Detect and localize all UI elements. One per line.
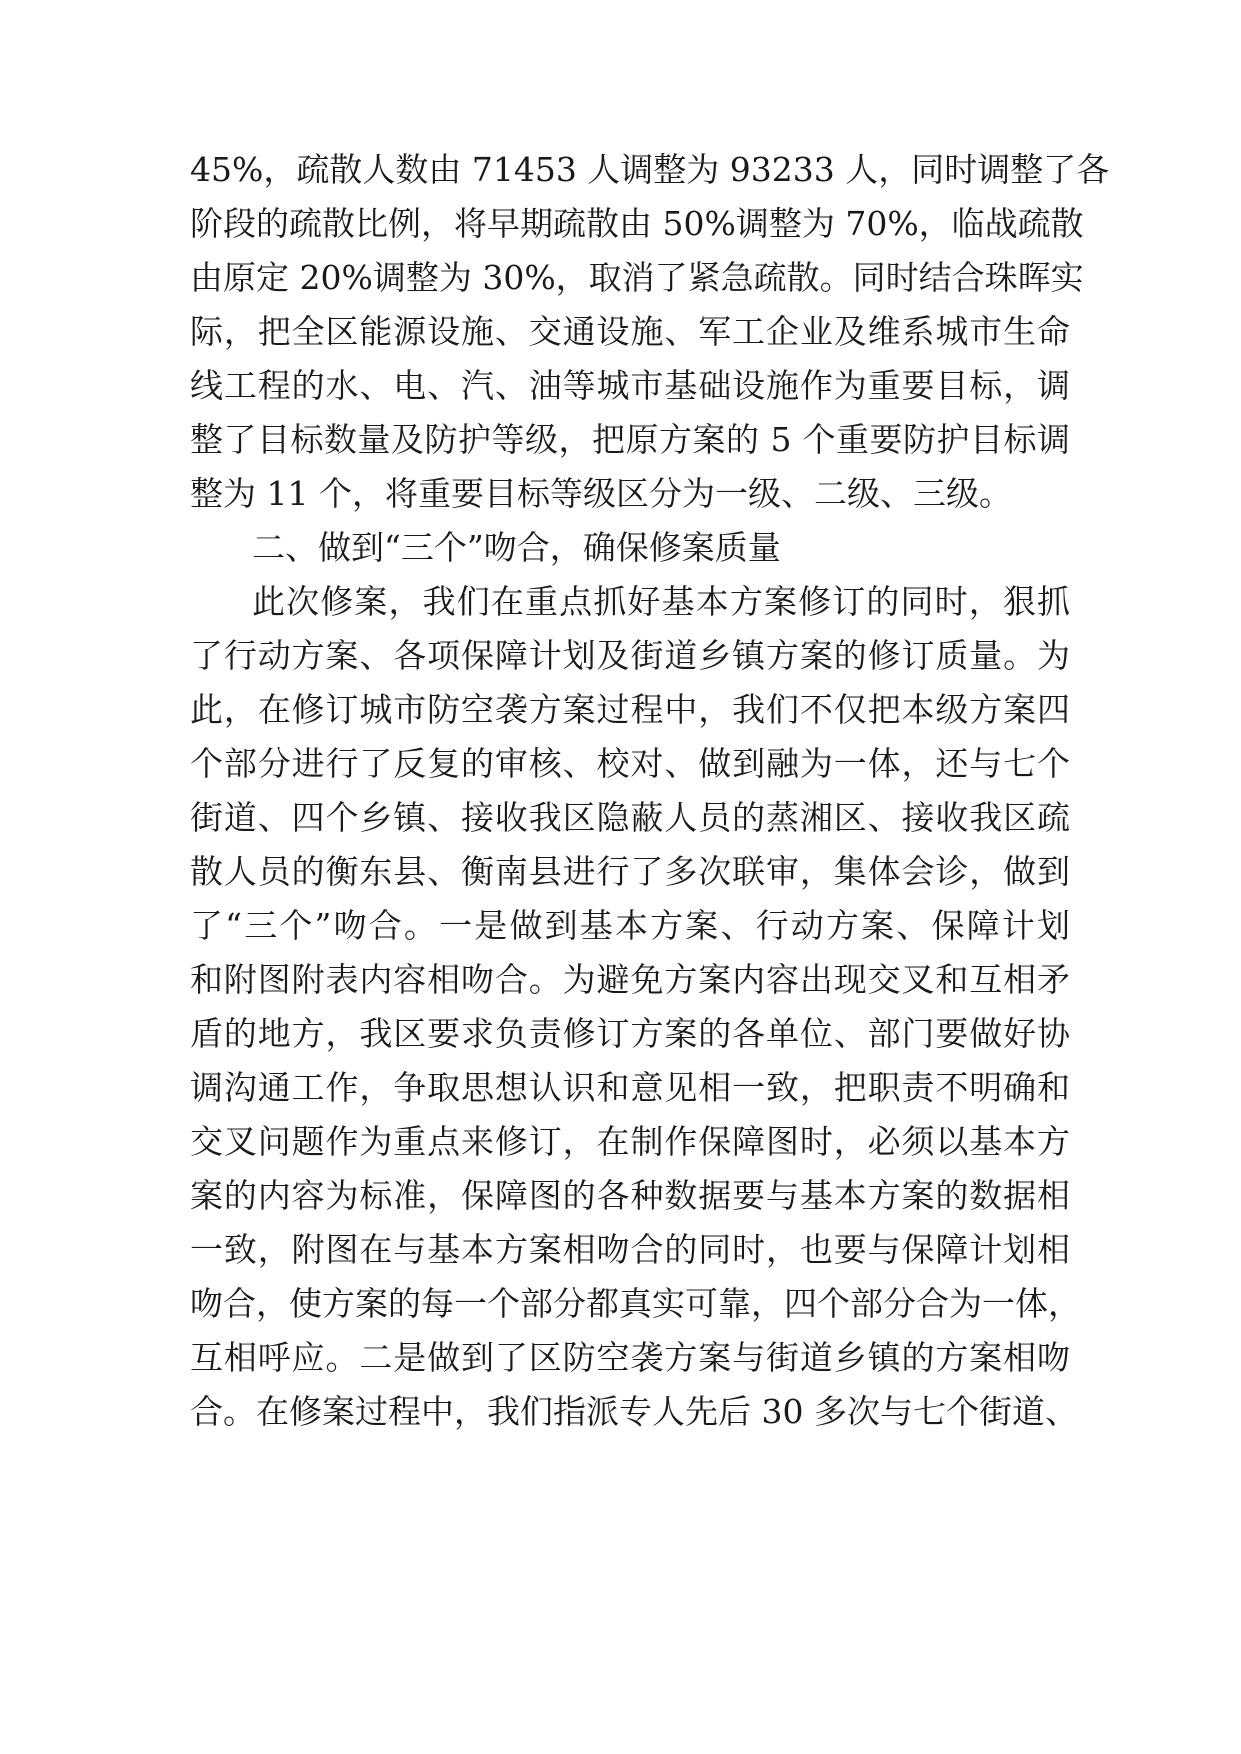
body-text-line: 了行动方案、各项保障计划及街道乡镇方案的修订质量。为 bbox=[190, 636, 1070, 675]
body-text-line: 线工程的水、电、汽、油等城市基础设施作为重要目标，调 bbox=[190, 366, 1070, 405]
body-text-line: 交叉问题作为重点来修订，在制作保障图时，必须以基本方 bbox=[190, 1122, 1070, 1161]
body-text-line: 调沟通工作，争取思想认识和意见相一致，把职责不明确和 bbox=[190, 1068, 1070, 1107]
body-text-line: 整了目标数量及防护等级，把原方案的 5 个重要防护目标调 bbox=[190, 420, 1070, 459]
body-text-line: 际，把全区能源设施、交通设施、军工企业及维系城市生命 bbox=[190, 312, 1070, 351]
body-text-line: 一致，附图在与基本方案相吻合的同时，也要与保障计划相 bbox=[190, 1230, 1070, 1269]
body-text-line: 由原定 20%调整为 30%，取消了紧急疏散。同时结合珠晖实 bbox=[190, 258, 1084, 297]
body-text-line: 案的内容为标准，保障图的各种数据要与基本方案的数据相 bbox=[190, 1176, 1070, 1215]
body-text-line: 了“三个”吻合。一是做到基本方案、行动方案、保障计划 bbox=[190, 906, 1070, 945]
paragraph-first-line: 此次修案，我们在重点抓好基本方案修订的同时，狠抓 bbox=[252, 582, 1070, 621]
body-text-line: 吻合，使方案的每一个部分都真实可靠，四个部分合为一体， bbox=[190, 1284, 1081, 1323]
body-text-line: 散人员的衡东县、衡南县进行了多次联审，集体会诊，做到 bbox=[190, 852, 1070, 891]
section-heading: 二、做到“三个”吻合，确保修案质量 bbox=[252, 528, 781, 567]
body-text-line: 互相呼应。二是做到了区防空袭方案与街道乡镇的方案相吻 bbox=[190, 1338, 1070, 1377]
body-text-line: 和附图附表内容相吻合。为避免方案内容出现交叉和互相矛 bbox=[190, 960, 1070, 999]
body-text-line: 45%，疏散人数由 71453 人调整为 93233 人，同时调整了各 bbox=[190, 150, 1110, 189]
body-text-line: 盾的地方，我区要求负责修订方案的各单位、部门要做好协 bbox=[190, 1014, 1070, 1053]
body-text-line: 个部分进行了反复的审核、校对、做到融为一体，还与七个 bbox=[190, 744, 1070, 783]
body-text-line: 街道、四个乡镇、接收我区隐蔽人员的蒸湘区、接收我区疏 bbox=[190, 798, 1070, 837]
body-text-line: 阶段的疏散比例，将早期疏散由 50%调整为 70%，临战疏散 bbox=[190, 204, 1084, 243]
body-text-line: 整为 11 个，将重要目标等级区分为一级、二级、三级。 bbox=[190, 474, 1012, 513]
body-text-line: 此，在修订城市防空袭方案过程中，我们不仅把本级方案四 bbox=[190, 690, 1070, 729]
body-text-line: 合。在修案过程中，我们指派专人先后 30 多次与七个街道、 bbox=[190, 1392, 1078, 1431]
